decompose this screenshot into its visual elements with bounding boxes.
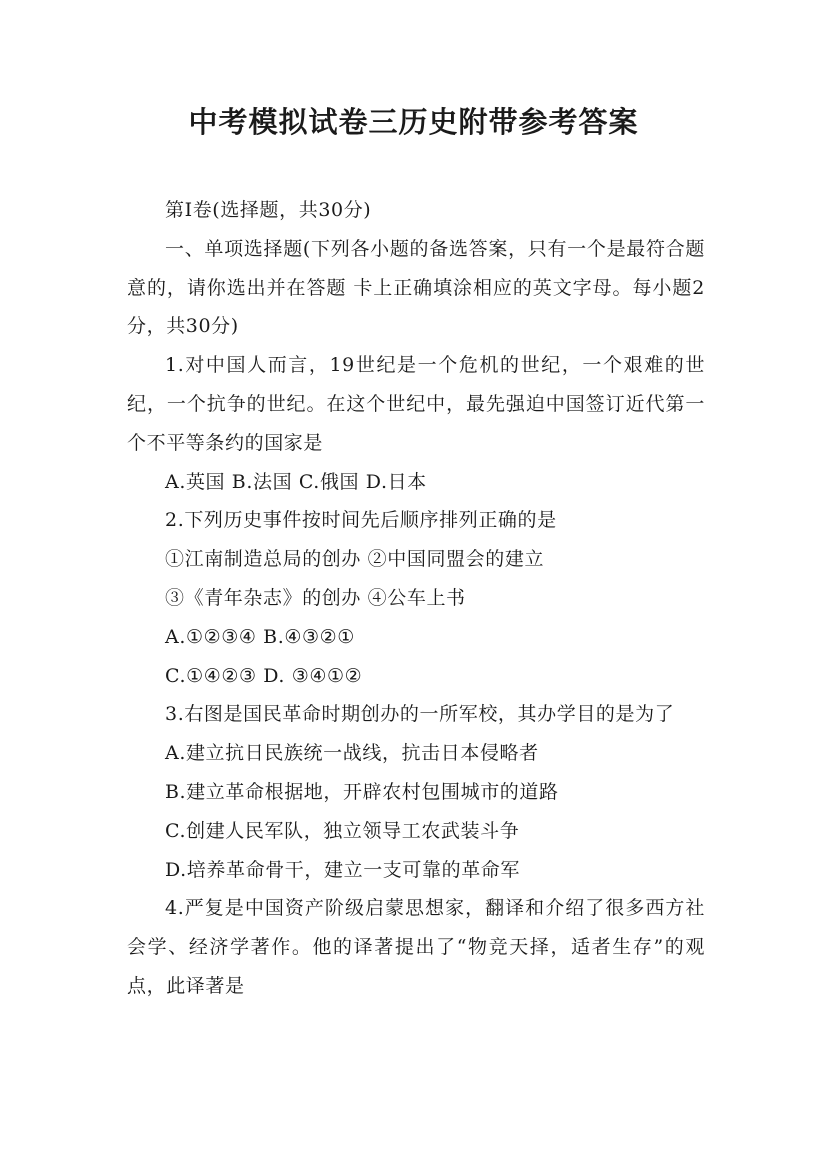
question-2: 2.下列历史事件按时间先后顺序排列正确的是 <box>165 509 557 532</box>
question-3: 3.右图是国民革命时期创办的一所军校，其办学目的是为了 <box>165 703 675 726</box>
section-heading: 第Ⅰ卷(选择题，共30分) <box>165 199 372 221</box>
question-4: 4.严复是中国资产阶级启蒙思想家，翻译和介绍了很多西方社会学、经济学著作。他的译著提出了“物竞天择，适者生存”的观点，此译著是 <box>127 897 705 997</box>
question-2-options-ab: A.①②③④ B.④③②① <box>165 625 355 648</box>
question-2-events-b: ③《青年杂志》的创办 ④公车上书 <box>165 586 466 609</box>
section-instructions: 一、单项选择题(下列各小题的备选答案，只有一个是最符合题意的，请你选出并在答题 卡上正确填涂相应的英文字母。每小题2分，共30分) <box>127 237 705 338</box>
question-1-options: A.英国 B.法国 C.俄国 D.日本 <box>165 470 427 493</box>
question-1: 1.对中国人而言，19世纪是一个危机的世纪，一个艰难的世纪，一个抗争的世纪。在这个世纪中，最先强迫中国签订近代第一个不平等条约的国家是 <box>127 354 705 454</box>
document-body <box>127 191 705 1006</box>
question-3-option-b: B.建立革命根据地，开辟农村包围城市的道路 <box>165 780 559 803</box>
document-title: 中考模拟试卷三历史附带参考答案 <box>188 105 639 139</box>
question-3-option-a: A.建立抗日民族统一战线，抗击日本侵略者 <box>165 742 539 765</box>
question-2-events-a: ①江南制造总局的创办 ②中国同盟会的建立 <box>165 548 545 571</box>
question-3-option-d: D.培养革命骨干，建立一支可靠的革命军 <box>165 858 520 881</box>
question-3-option-c: C.创建人民军队，独立领导工农武装斗争 <box>165 819 520 842</box>
question-2-options-cd: C.①④②③ D. ③④①② <box>165 664 363 687</box>
